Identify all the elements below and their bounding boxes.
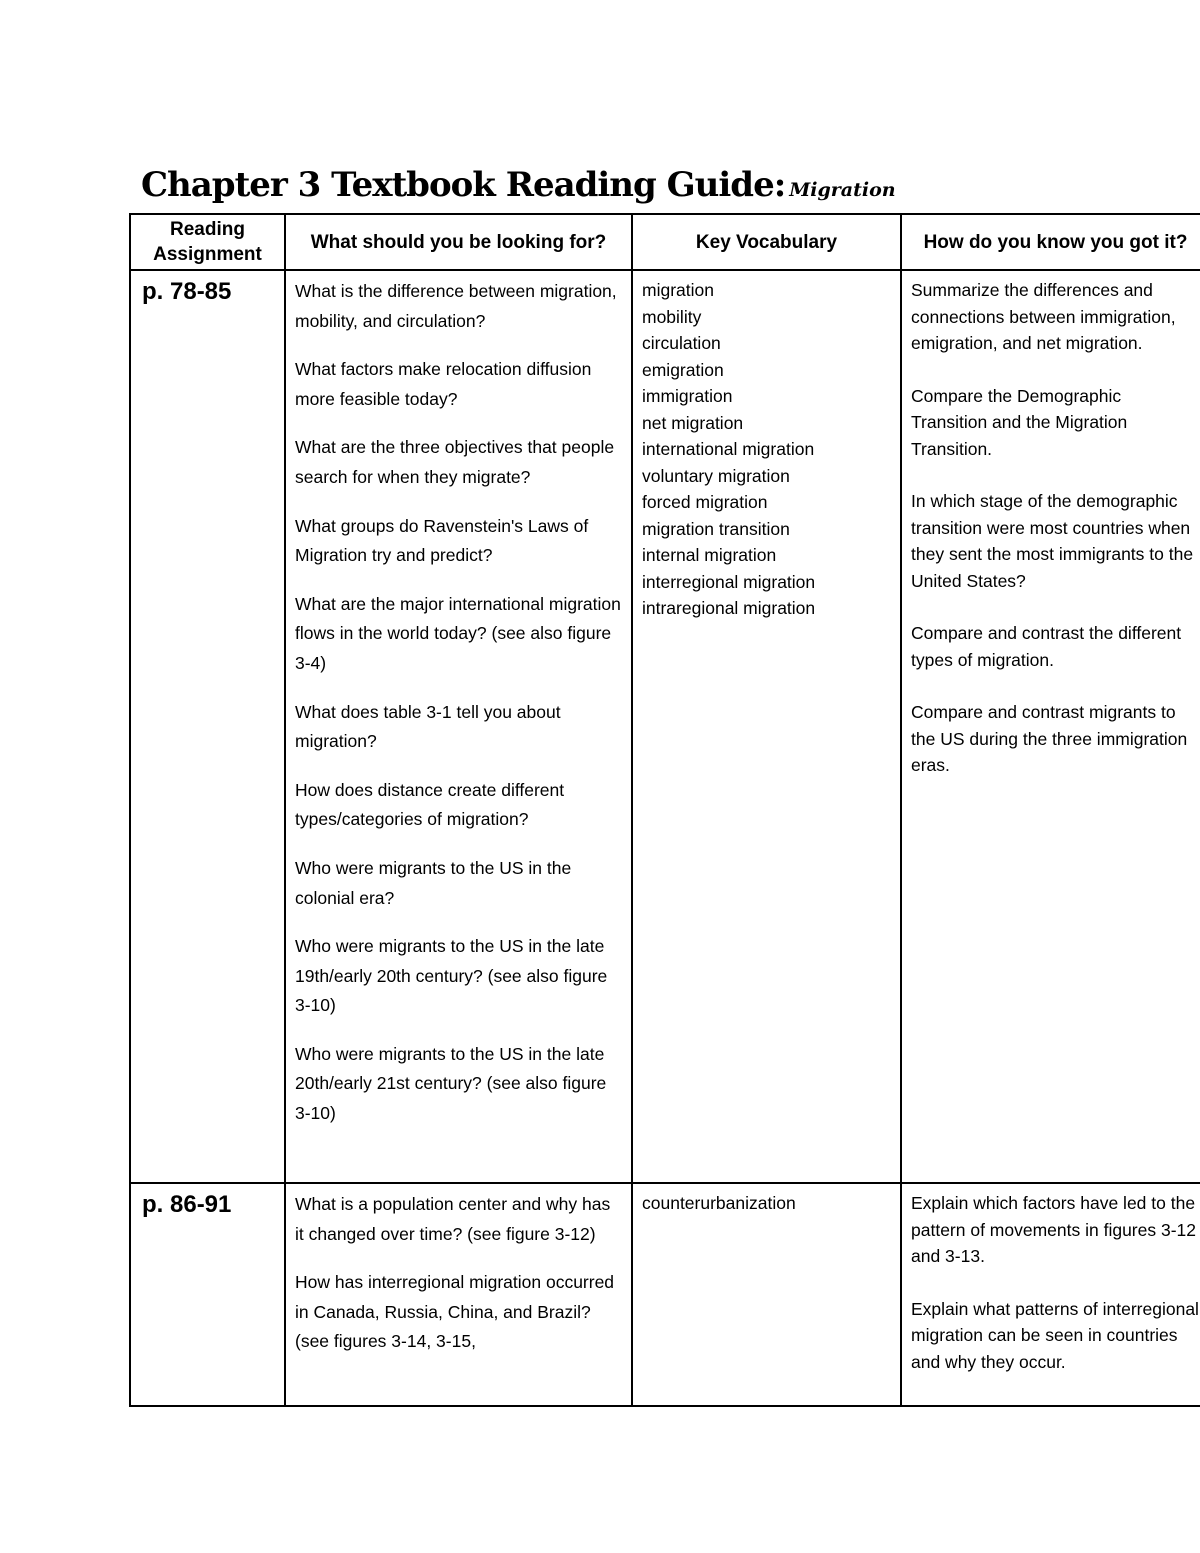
header-how-do-you-know: How do you know you got it? [901,214,1200,270]
table-row [130,1183,1200,1406]
title-subtitle: Migration [789,179,896,201]
vocab-term: interregional migration [642,571,816,592]
question: Who were migrants to the US in the colonial era? [295,857,572,908]
page-range: p. 78-85 [142,278,232,305]
question: Who were migrants to the US in the late 19th/early 20th century? (see also figure 3-10) [295,936,608,1016]
question: How has interregional migration occurred in Canada, Russia, China, and Brazil? (see figures 3-14, 3-15, [295,1272,615,1352]
vocab-term: immigration [642,386,733,406]
check-item: Summarize the differences and connections between immigration, emigration, and net migration. [911,280,1176,353]
check-item: Explain which factors have led to the pattern of movements in figures 3-12 and 3-13. [911,1193,1197,1266]
vocab-term: mobility [642,306,702,327]
vocab-term: voluntary migration [642,465,790,486]
vocab-term: net migration [642,412,744,433]
vocab-cell [632,270,901,1183]
question: How does distance create different types/categories of migration? [295,779,565,830]
know-cell [901,270,1200,1183]
reading-guide-table [129,213,1200,1407]
vocab-term: intraregional migration [642,598,816,618]
vocab-term: forced migration [642,492,768,512]
vocab-term: migration transition [642,518,790,539]
vocab-term: counterurbanization [642,1193,796,1213]
question: What groups do Ravenstein's Laws of Migration try and predict? [295,515,589,566]
header-reading-assignment: Reading Assignment [130,214,285,270]
reading-cell [130,270,285,1183]
question: What are the three objectives that people search for when they migrate? [295,437,615,487]
question: What factors make relocation diffusion more feasible today? [295,359,592,409]
question: What is the difference between migration, mobility, and circulation? [295,281,617,331]
reading-cell [130,1183,285,1406]
question: What are the major international migration flows in the world today? (see also figure 3-4) [295,593,621,673]
know-cell [901,1183,1200,1406]
page-range: p. 86-91 [142,1191,232,1218]
question: What is a population center and why has it changed over time? (see figure 3-12) [295,1194,611,1244]
vocab-cell [632,1183,901,1406]
vocab-term: migration [642,280,714,300]
vocab-term: internal migration [642,545,777,565]
vocab-term: emigration [642,359,724,380]
questions-cell [285,270,632,1183]
vocab-term: international migration [642,439,815,459]
check-item: Compare and contrast the different types of migration. [911,623,1182,670]
check-item: Compare the Demographic Transition and the Migration Transition. [911,385,1128,459]
check-item: In which stage of the demographic transition were most countries when they sent the most immigrants to the United States? [911,491,1194,591]
question: Who were migrants to the US in the late 20th/early 21st century? (see also figure 3-10) [295,1043,607,1124]
questions-cell [285,1183,632,1406]
header-key-vocabulary: Key Vocabulary [632,214,901,270]
header-row [130,214,1200,270]
page-title [141,163,896,212]
check-item: Compare and contrast migrants to the US during the three immigration eras. [911,702,1188,775]
title-main: Chapter 3 Textbook Reading Guide: [141,165,786,205]
question: What does table 3-1 tell you about migration? [295,701,561,752]
vocab-term: circulation [642,333,721,353]
check-item: Explain what patterns of interregional migration can be seen in countries and why they occur. [911,1298,1199,1372]
header-looking-for: What should you be looking for? [285,214,632,270]
table-row [130,270,1200,1183]
